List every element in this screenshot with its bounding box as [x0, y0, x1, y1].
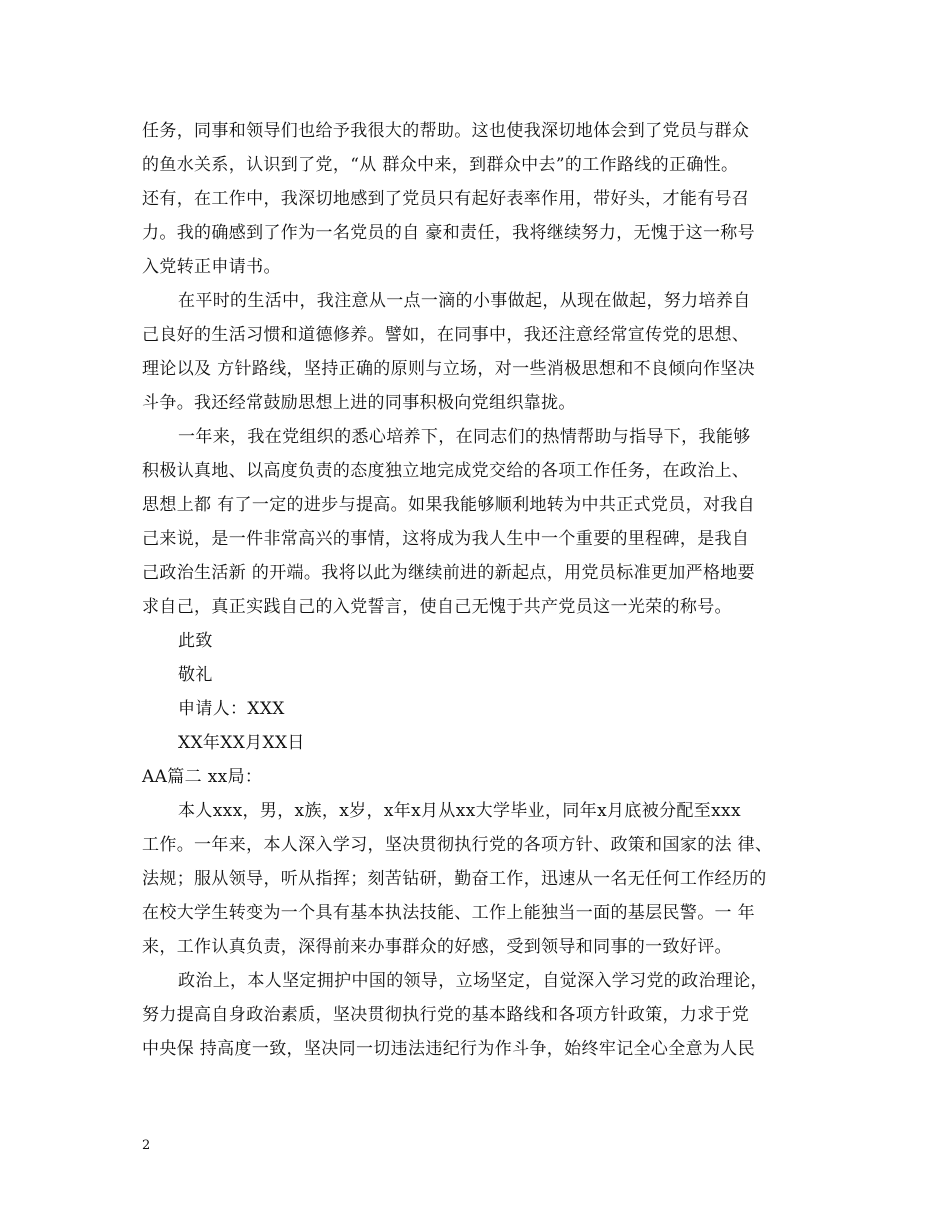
text-line: 工作。一年来，本人深入学习，坚决贯彻执行党的各项方针、政策和国家的法 律、: [142, 835, 773, 855]
text-line: 理论以及 方针路线，坚持正确的原则与立场，对一些消极思想和不良倾向作坚决: [142, 359, 756, 379]
text-line: 己政治生活新 的开端。我将以此为继续前进的新起点，用党员标准更加严格地要: [142, 563, 756, 583]
text-line: 力。我的确感到了作为一名党员的自 豪和责任，我将继续努力，无愧于这一称号: [142, 223, 756, 243]
text-line: 法规；服从领导，听从指挥；刻苦钻研，勤奋工作，迅速从一名无任何工作经历的: [142, 869, 767, 889]
closing-greeting: 此致: [178, 631, 213, 651]
paragraph-start: 政治上，本人坚定拥护中国的领导，立场坚定，自觉深入学习党的政治理论，: [178, 971, 768, 991]
applicant-signature: 申请人：XXX: [178, 699, 285, 719]
text-line: 己来说，是一件非常高兴的事情，这将成为我人生中一个重要的里程碑，是我自: [142, 529, 750, 549]
text-line: 积极认真地、以高度负责的态度独立地完成党交给的各项工作任务，在政治上、: [142, 461, 750, 481]
text-line: 中央保 持高度一致，坚决同一切违法违纪行为作斗争，始终牢记全心全意为人民: [142, 1039, 756, 1059]
paragraph-start: 在平时的生活中，我注意从一点一滴的小事做起，从现在做起，努力培养自: [178, 291, 751, 311]
page-number: 2: [142, 1138, 151, 1153]
text-line: 入党转正申请书。: [142, 257, 281, 277]
text-line: 还有，在工作中，我深切地感到了党员只有起好表率作用，带好头，才能有号召: [142, 189, 750, 209]
document-date: XX年XX月XX日: [178, 733, 305, 753]
text-line: 思想上都 有了一定的进步与提高。如果我能够顺利地转为中共正式党员，对我自: [142, 495, 756, 515]
text-line: 努力提高自身政治素质，坚决贯彻执行党的基本路线和各项方针政策，力求于党: [142, 1005, 750, 1025]
paragraph-start: 一年来，我在党组织的悉心培养下，在同志们的热情帮助与指导下，我能够: [178, 427, 751, 447]
text-line: 求自己，真正实践自己的入党誓言，使自己无愧于共产党员这一光荣的称号。: [142, 597, 732, 617]
text-line: 在校大学生转变为一个具有基本执法技能、工作上能独当一面的基层民警。一 年: [142, 903, 756, 923]
text-line: 己良好的生活习惯和道德修养。譬如，在同事中，我还注意经常宣传党的思想、: [142, 325, 750, 345]
text-line: 斗争。我还经常鼓励思想上进的同事积极向党组织靠拢。: [142, 393, 576, 413]
text-line: 任务，同事和领导们也给予我很大的帮助。这也使我深切地体会到了党员与群众: [142, 121, 750, 141]
paragraph-start: 本人xxx，男，x族，x岁，x年x月从xx大学毕业，同年x月底被分配至xxx: [178, 801, 741, 821]
section-heading: AA篇二 xx局：: [142, 767, 263, 787]
text-line: 的鱼水关系，认识到了党，“从 群众中来，到群众中去”的工作路线的正确性。: [142, 155, 739, 175]
closing-salute: 敬礼: [178, 665, 213, 685]
text-line: 来，工作认真负责，深得前来办事群众的好感，受到领导和同事的一致好评。: [142, 937, 732, 957]
